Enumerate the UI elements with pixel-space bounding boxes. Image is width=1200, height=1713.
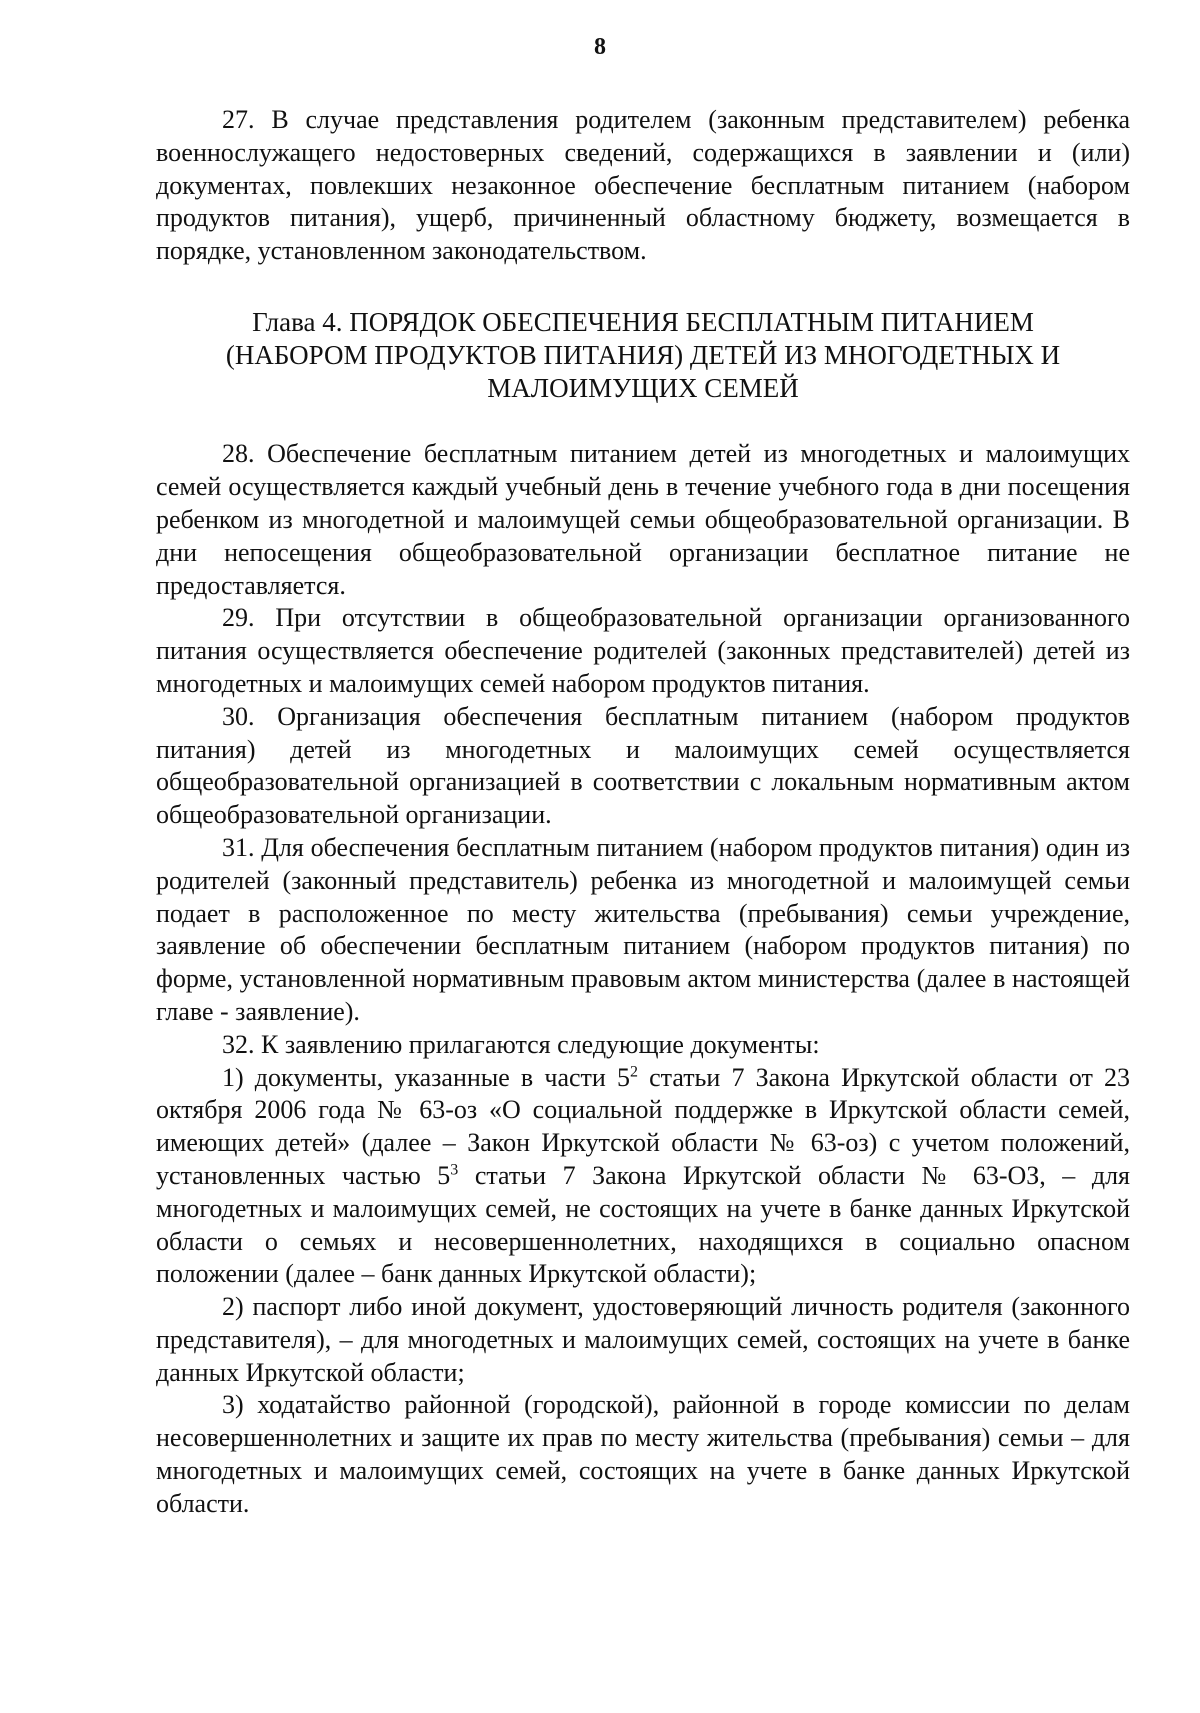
paragraph-30: 30. Организация обеспечения бесплатным питанием (набором продуктов питания) детей из многодетных и малоимущих семей осуществляется общеобразовательной организацией в соответствии с локальным нормативным актом общеобразовательной организации. <box>156 701 1130 830</box>
paragraph-29: 29. При отсутствии в общеобразовательной организации организованного питания осуществляется обеспечение родителей (законных представителей) детей из многодетных и малоимущих семей набором продуктов питания. <box>156 603 1130 698</box>
superscript-2: 2 <box>629 1062 638 1080</box>
paragraph-28: 28. Обеспечение бесплатным питанием детей из многодетных и малоимущих семей осуществляется каждый учебный день в течение учебного года в дни посещения ребенком из многодетной и малоимущей семьи общеобразовательной организации. В дни непосещения общеобразовательной организации бесплатное питание не предоставляется. <box>156 439 1130 600</box>
chapter-heading-line-2: (НАБОРОМ ПРОДУКТОВ ПИТАНИЯ) ДЕТЕЙ ИЗ МНОГОДЕТНЫХ И <box>225 339 1061 370</box>
list-item-1-part-c: статьи 7 Закона Иркутской области № 63-ОЗ, – для многодетных и малоимущих семей, не состоящих на учете в банке данных Иркутской области о семьях и несовершеннолетних, находящихся в социально опасном положении (далее – банк данных Иркутской области); <box>156 1160 1131 1289</box>
paragraph-31: 31. Для обеспечения бесплатным питанием (набором продуктов питания) один из родителей (законный представитель) ребенка из многодетной и малоимущей семьи подает в расположенное по месту жительства (пребывания) семьи учреждение, заявление об обеспечении бесплатным питанием (набором продуктов питания) по форме, установленной нормативным правовым актом министерства (далее в настоящей главе - заявление). <box>156 832 1130 1026</box>
paragraph-27: 27. В случае представления родителем (законным представителем) ребенка военнослужащего недостоверных сведений, содержащихся в заявлении и (или) документах, повлекших незаконное обеспечение бесплатным питанием (набором продуктов питания), ущерб, причиненный областному бюджету, возмещается в порядке, установленном законодательством. <box>156 105 1130 266</box>
list-item-3: 3) ходатайство районной (городской), районной в городе комиссии по делам несовершеннолетних и защите их прав по месту жительства (пребывания) семьи – для многодетных и малоимущих семей, состоящих на учете в банке данных Иркутской области. <box>156 1390 1130 1518</box>
document-body <box>156 104 1130 1521</box>
list-item-1-part-a: 1) документы, указанные в части 5 <box>222 1062 630 1092</box>
list-item-2: 2) паспорт либо иной документ, удостоверяющий личность родителя (законного представителя), – для многодетных и малоимущих семей, состоящих на учете в банке данных Иркутской области; <box>156 1292 1130 1387</box>
paragraph-32: 32. К заявлению прилагаются следующие документы: <box>222 1029 820 1059</box>
list-item-1 <box>156 1062 1130 1292</box>
chapter-heading-line-1: Глава 4. ПОРЯДОК ОБЕСПЕЧЕНИЯ БЕСПЛАТНЫМ ПИТАНИЕМ <box>252 306 1034 337</box>
chapter-heading <box>156 306 1130 404</box>
superscript-3: 3 <box>450 1161 459 1179</box>
chapter-heading-line-3: МАЛОИМУЩИХ СЕМЕЙ <box>487 372 799 403</box>
page-number: 8 <box>594 34 606 60</box>
list-item-1-part-b: статьи 7 Закона Иркутской области от 23 октября 2006 года № 63-оз «О социальной поддержке в Иркутской области семей, имеющих детей» (далее – Закон Иркутской области № 63-оз) с учетом положений, установленных частью 5 <box>156 1062 1130 1190</box>
